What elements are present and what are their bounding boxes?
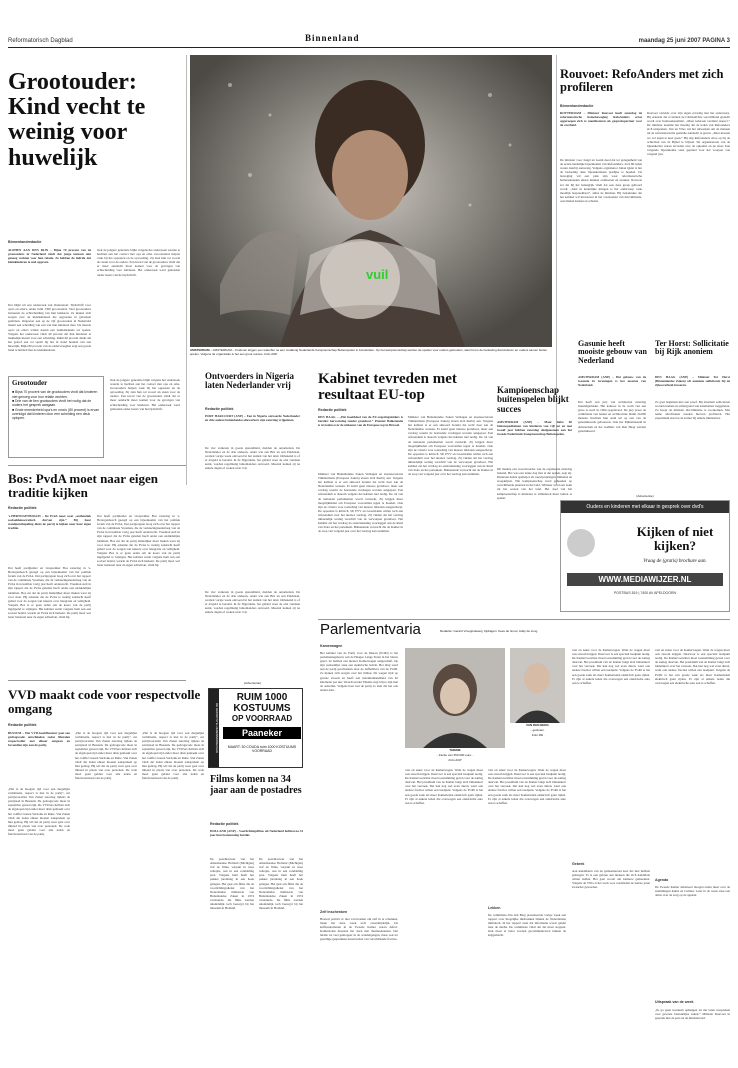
lead-gasunie: AMSTERDAM (ANP) – Het gebouw van de Gasunie in Groningen is het mooiste van Nederland.: [578, 375, 646, 388]
headline-bos: Bos: PvdA moet naar eigen traditie kijken: [8, 471, 158, 500]
headline-grootouder: Grootouder: Kind vecht te weinig voor huwelijk: [8, 69, 146, 171]
caption-vandenberg-name: VAN DEN BERG: [526, 723, 549, 727]
body-parlement-mid2: vast en zeker voor de Kamerwagen. Want de wagen moet ook stroom krijgen. Daarvoor is een speciaal laadpunt nodig. De Kamervoorzitter moet toestemming geven voor de aanleg daarvan. Het presidium van de Kamer buigt zich binnenkort over het verzoek. Dat kan nog wel even duren, want ook andere fracties willen een laadpunt. Volgens de PvdD is het een goede zaak als meer Kamerleden elektrisch gaan rijden. Er zijn al enkele leden die overwegen een elektrische auto aan te schaffen.: [488, 768, 566, 805]
section-rule: [8, 465, 186, 466]
body-films: De postdirecteur van het Amerikaanse Holland (Michigan) trof de films, verpakt in twee rolletjes, aan in een ronddeling post. Volgens hem heeft het pakket jarenlang in een hoek gelegen. Het gaat om films die de voorlichtingsdienst van het Nederlandse ministerie van Buitenlandse Zaken in 1974 verstuurde. De films werden uiteindelijk toch bezorgd bij het museum in Holland.: [210, 857, 254, 911]
portrait-vandenberg: [510, 648, 565, 723]
body-uitspraak: „Ik ga geen kostuum ophangen en me laten toespreken over gewone bestuurlijke zaken.” Minister Rouvoet in gesprek met de pers na de ministerraad.: [655, 1008, 730, 1021]
photo-caption: AMSTERDAM – AMSTERDAM – Kinderen krijgen een waterbui na een modderig Nederlands Kampioenschap Buitenspelen in Amsterdam. Op het kampioenschap werden de spellen voor ouders gehouden, want het is de bedoeling dat kinderen en ouders samen buiten spelen. Volgens de organisatie is het een groot succes. Foto ANP: [190, 348, 548, 356]
headline-kampioenschap: Kampioenschap buitenspelen blijkt succes: [497, 385, 569, 414]
lead-vvd: BUSSUM – Het VVD-hoofdbestuur gaat een gedragscode ontwikkelen zodat liberalen respectvoller met elkaar omgaan en bovendien zijn aan de partij.: [8, 731, 70, 748]
head-lekken: Lekken: [488, 906, 501, 910]
lead-rouvoet: ROTTERDAM – Minister Rouvoet heeft zaterdag de reformatorische homobeweging RefoAnders ertoe opgeroepen zich te manifesteren als gesprekspartner voor de overheid.: [560, 111, 642, 128]
body-kabinet: Minister van Buitenlandse Zaken Verhagen en staatssecretaris Timmermans (Europese Zaken) sloten zich hierbij aan. Volgens het kabinet is er een akkoord bereikt dat recht doet aan de Nederlandse wensen. Er komt geen nieuwe grondwet, maar een verdrag waarin de bestaande verdragen worden aangepast. Een referendum is daarom volgens het kabinet niet nodig. De rol van de nationale parlementen wordt versterkt. Zij krijgen meer mogelijkheden om Europese voorstellen tegen te houden. Ook zijn de criteria voor toetreding van nieuwe lidstaten aangescherpt. De oppositie is kritisch. SP, PVV en GroenLinks willen toch een referendum over het nieuwe verdrag. Zij vinden dat het verdrag inhoudelijk weinig verschilt van de verworpen grondwet. Het kabinet zal het verdrag na ondertekening voorleggen aan de Raad van State en het parlement. Balkenende verwacht dat de Kamer in de loop van volgend jaar over het verdrag kan stemmen.: [318, 472, 403, 534]
body-parlement-right: vast en zeker voor de Kamerwagen. Want de wagen moet ook stroom krijgen. Daarvoor is een speciaal laadpunt nodig. De Kamervoorzitter moet toestemming geven voor de aanleg daarvan. Het presidium van de Kamer buigt zich binnenkort over het verzoek. Dat kan nog wel even duren, want ook andere fracties willen een laadpunt. Volgens de PvdD is het een goede zaak als meer Kamerleden elektrisch gaan rijden. Er zijn al enkele leden die overwegen een elektrische auto aan te schaffen.: [572, 648, 650, 685]
factbox-item: ■ Grote meerderheid opa's en oma's (80 procent) is ervan overtuigd dat kinderen door een scheiding een deuk oplopen.: [12, 407, 100, 421]
body-bos: Dat heeft partijleider en vicepremier Bos zaterdag in 's-Hertogenbosch gezegd op een bijeenkomst van het politiek forum van de PvdA. Dat partijorgaan boog zich over het rapport van de commissie Vreeman, die de verkiezingsnederlaag van de PvdA in november vorig jaar heeft onderzocht. Vreeman stelt in zijn rapport dat de PvdA geleden heeft onder een onduidelijke identiteit. Bos zei dat de partij duidelijker moet maken waar zij voor staat. Hij erkende dat de PvdA te weinig aandacht heeft gehad voor de zorgen van kiezers over integratie en veiligheid. Volgens Bos is er geen reden om de koers van de partij ingrijpend te wijzigen. Het kabinet werkt volgens hem aan een sociaal beleid, waarin de PvdA zich herkent. De partij moet wel beter luisteren naar de eigen achterban, vindt hij.: [8, 566, 91, 620]
byline-rouvoet: Binnenlandredactie: [560, 104, 594, 108]
body2-kabinet: Minister van Buitenlandse Zaken Verhagen en staatssecretaris Timmermans (Europese Zaken) sloten zich hierbij aan. Volgens het kabinet is er een akkoord bereikt dat recht doet aan de Nederlandse wensen. Er komt geen nieuwe grondwet, maar een verdrag waarin de bestaande verdragen worden aangepast. Een referendum is daarom volgens het kabinet niet nodig. De rol van de nationale parlementen wordt versterkt. Zij krijgen meer mogelijkheden om Europese voorstellen tegen te houden. Ook zijn de criteria voor toetreding van nieuwe lidstaten aangescherpt. De oppositie is kritisch. SP, PVV en GroenLinks willen toch een referendum over het nieuwe verdrag. Zij vinden dat het verdrag inhoudelijk weinig verschilt van de verworpen grondwet. Het kabinet zal het verdrag na ondertekening voorleggen aan de Raad van State en het parlement. Balkenende verwacht dat de Kamer in de loop van volgend jaar over het verdrag kan stemmen.: [408, 415, 493, 477]
headline-films: Films komen na 34 jaar aan de postadres: [210, 774, 302, 796]
ad-top-text: Ouders en kinderen met elkaar in gesprek over dvd's: [561, 501, 729, 513]
kostuums-advertisement: [208, 688, 303, 768]
headline-rouvoet: Rouvoet: RefoAnders met zich profileren: [560, 67, 724, 95]
body-gebrek: Aan kandidaten van de gemeenteraad kost het niet hebben gekregen. Er is een gebrek aan mensen die zich kandidaat willen stellen. Het gaat vooral om kleinere gemeenten. Volgens de VNG is het werk voor raadsleden de laatste jaren zwaarder geworden.: [572, 869, 650, 890]
parlementvaria-credit: Redactie: Gerard Vroegindeweij, bijdragen: Kees de Groot, Addy de Jong: [440, 629, 538, 633]
section-rule: [8, 680, 186, 681]
body2-rouvoet: Rouvoet vertelde over zijn eigen ervaring met het onderwerp. Hij erkende dat er binnen de ChristenUnie verschillend gedacht wordt over homoseksualiteit. „Maar iedereen verdient respect.” De minister noemde het moedig dat de leden van RefoAnders zich uitspreken. Van de Vlies wil het uitwerken om de mensen uit de reformatorische gezindte aandacht te geven. „Daar moeten we vol tegen te keer gaan.” Hij riep RefoAnders ertoe op bij de achterban van de Bijbel te blijven. De organisatoren van de bijeenkomst waren tevreden over de opkomst en de sfeer. Een volgende bijeenkomst staat gepland voor het voorjaar van volgend jaar.: [647, 111, 730, 156]
ad-footer: POSTBUS 819 | 7400 AV APELDOORN: [613, 591, 677, 595]
photo-vandenberg: [510, 648, 565, 723]
ad-main-text: Kijken of niet kijken?: [636, 524, 714, 553]
head-zelf-inschenken: Zelf inschenken: [320, 910, 348, 914]
caption-thieme-name: THIEME: [449, 748, 461, 752]
body2-ontvoerders: De vier verkeren in goede gezondheid, melden de autoriteiten. De Nederlander en de drie anderen, onder wie een Brit en een Pakistaan, werden vorige week ontvoerd in het zuiden van het land. Onbekend is of er losgeld is betaald. In de Nigerdelta, het gebied waar de olie vandaan komt, worden regelmatig buitenlanders ontvoerd. Meestal komen zij na enkele dagen of weken weer vrij.: [205, 590, 300, 615]
ad-label: (Advertentie): [243, 681, 262, 685]
ad-line1: RUIM 1000: [236, 692, 288, 703]
body-zelf-inschenken: Hoewel politici er niet van houden om zelf in te schenken, bleek het deze week toch onvermijdelijk. De koffieautomaten in de Tweede Kamer waren defect. Kamerleden moesten het doen met thermoskannen. Dat leidde tot veel gemopper in de wandelgangen, maar ook tot gezellige gesprekken tussen leden van verschillende fracties.: [320, 917, 398, 942]
factbox-item: ■ Bijna 70 procent van de grootouders vindt dat kinderen niet genoeg voor hun relatie vechten.: [12, 390, 98, 399]
lead-bos: 's-HERTOGENBOSCH – De PvdA moet weer „authentiek sociaaldemocratisch durven zijn.” Bij haar standpuntbepaling dient de partij te kijken naar haar eigen traditie.: [8, 514, 91, 531]
byline-films: Redactie politiek: [210, 822, 239, 826]
byline-ontvoerders: Redactie politiek: [205, 407, 234, 411]
headline-vvd: VVD maakt code voor respectvolle omgang: [8, 687, 201, 716]
ad-url[interactable]: WWW.MEDIAWIJZER.NL: [567, 573, 723, 586]
body-terhorst: Ze gaat beginnen met een proef. Bij anoniem solliciteren worden namen en achtergrond van kandidaten weggelaten. Zo hoopt de minister discriminatie te voorkomen. Met name allochtonen zouden hiervan profiteren. Het experiment start na de zomer bij enkele ministeries.: [655, 400, 730, 421]
body-vvd: „Het is de hoogste tijd voor een dergelijke verbintenis, respect is niet in de partij”, zei partijvoorzitter Van Zanen zaterdag tijdens de partijraad in Bussum. De gedragscode moet in september gereed zijn. De VVD'ers hebben zich de afgelopen tijd onder meer druk gemaakt over het conflict tussen Verdonk en Rutte. Van Zanen vindt dat leden elkaar moeten aanspreken op hun gedrag. Hij wil dat de partij weer gaat over inhoud in plaats van over personen. De code moet gaan gelden voor alle leden en functionarissen van de partij.: [8, 787, 70, 837]
ad-label: (Advertentie): [636, 494, 654, 498]
section-rule: [318, 619, 730, 620]
body-ontvoerders: De vier verkeren in goede gezondheid, melden de autoriteiten. De Nederlander en de drie anderen, onder wie een Brit en een Pakistaan, werden vorige week ontvoerd in het zuiden van het land. Onbekend is of er losgeld is betaald. In de Nigerdelta, het gebied waar de olie vandaan komt, worden regelmatig buitenlanders ontvoerd. Meestal komen zij na enkele dagen of weken weer vrij.: [205, 446, 300, 471]
header-rule: [8, 47, 730, 48]
headline-kabinet: Kabinet tevreden met resultaat EU-top: [318, 371, 457, 403]
headline-gasunie: Gasunie heeft mooiste gebouw van Nederland: [578, 339, 647, 365]
photo-thieme: [405, 648, 505, 748]
ad-sub-text: Vraag de (gratis) brochure aan.: [643, 559, 707, 564]
body2-films: De postdirecteur van het Amerikaanse Holland (Michigan) trof de films, verpakt in twee rolletjes, aan in een ronddeling post. Volgens hem heeft het pakket jarenlang in een hoek gelegen. Het gaat om films die de voorlichtingsdienst van het Nederlandse ministerie van Buitenlandse Zaken in 1974 verstuurde. De films werden uiteindelijk toch bezorgd bij het museum in Holland.: [259, 857, 303, 911]
head-gebrek: Gebrek: [572, 862, 585, 866]
headline-ontvoerders: Ontvoerders in Nigeria laten Nederlander vrij: [205, 371, 294, 391]
lead-films: HOLLAND (ANP) – Voorlichtingsfilms uit Nederland hebben na 34 jaar hun bestemming bereikt.: [210, 829, 303, 838]
photo-banner-text: vuil: [366, 267, 389, 282]
body3-vvd: „Het is de hoogste tijd voor een dergelijke verbintenis, respect is niet in de partij”, zei partijvoorzitter Van Zanen zaterdag tijdens de partijraad in Bussum. De gedragscode moet in september gereed zijn. De VVD'ers hebben zich de afgelopen tijd onder meer druk gemaakt over het conflict tussen Verdonk en Rutte. Van Zanen vindt dat leden elkaar moeten aanspreken op hun gedrag. Hij wil dat de partij weer gaat over inhoud in plaats van over personen. De code moet gaan gelden voor alle leden en functionarissen van de partij.: [142, 731, 204, 781]
lead-grootouder: ALPHEN AAN DEN RIJN – Bijna 70 procent van de grootouders in Nederland vindt dat jonge mensen niet genoeg vechten voor hun relatie. Ze hebben de indruk dat kleinkinderen te snel opgeven.: [8, 248, 91, 265]
body-rouvoet: De minister voor Jeugd en Gezin deed dat ter gelegenheid van de eerste landelijke bijeenkomst van RefoAnders. Zo'n 80 leden waren daarbij aanwezig. Volgens organisator Johan Quist is het de bedoeling deze bijeenkomsten jaarlijks te houden. De beweging wil een plek zijn waar reformatorische homoseksuelen elkaar kunnen ontmoeten en steunen. Rouvoet zei dat hij het belangrijk vindt dat ook deze groep gehoord wordt. „Juist in kerkelijke kringen is het onderwerp vaak moeilijk bespreekbaar”, aldus de minister. Hij benadrukte dat het kabinet wil investeren in het voorkomen van discriminatie, ook binnen kerken en scholen.: [560, 158, 642, 203]
body2-vvd: „Het is de hoogste tijd voor een dergelijke verbintenis, respect is niet in de partij”, zei partijvoorzitter Van Zanen zaterdag tijdens de partijraad in Bussum. De gedragscode moet in september gereed zijn. De VVD'ers hebben zich de afgelopen tijd onder meer druk gemaakt over het conflict tussen Verdonk en Rutte. Van Zanen vindt dat leden elkaar moeten aanspreken op hun gedrag. Hij wil dat de partij weer gaat over inhoud in plaats van over personen. De code moet gaan gelden voor alle leden en functionarissen van de partij.: [75, 731, 137, 781]
byline-vvd: Redactie politiek: [8, 723, 37, 727]
ad-line3: OP VOORRAAD: [231, 714, 293, 723]
dvd-icon: [567, 529, 595, 557]
byline-kabinet: Redactie politiek: [318, 408, 347, 412]
credit-vandenberg: Foto RD: [531, 733, 544, 737]
byline-bos: Redactie politiek: [8, 506, 37, 510]
body3-grootouder: Ook de jongere generatie blijkt volgens het onderzoek waarde te hechten aan het contact met opa en oma. Grootouders helpen vaak bij het oppassen en de opvoeding. Zij zien hun rol vooral als steun voor de ouders. Een kwart van de grootouders vindt dat er meer aandacht moet komen voor de gevolgen van echtscheiding voor kinderen. Het onderzoek werd gehouden onder lezers van het tijdschrift.: [110, 378, 180, 411]
ad-note: MAART: 30 COUDA ruim 1000 KOSTUUMS VOORRAAD: [227, 745, 297, 753]
parlementvaria-title: Parlementvaria: [320, 621, 421, 638]
caption-vandenberg: ...gesloten.: [530, 728, 545, 732]
main-photo: [190, 55, 552, 347]
factbox-title: Grootouder: [12, 379, 48, 387]
body-grootouder: Dat blijkt uit een onderzoek van Ouderen.nl. Tijdschrift voor opa's en oma's, onder ruim 1300 grootouders. Veel grootouders betreuren de echtscheiding van hun kinderen. Ze maken zich zorgen over de kleinkinderen die opgroeien in gebroken gezinnen. Ongeveer een op de vijf grootouders in Nederland maakt een scheiding van een van hun kinderen mee. De meeste opa's en oma's willen daarin een bemiddelende rol spelen. Volgens het onderzoek vindt 40 procent dat hun kinderen te makkelijk kiezen voor een scheiding. Ruim 60 procent denkt dat het geloof een rol speelt bij het in stand houden van een huwelijk. Bijna 80 procent van de ondervraagden zegt een goede band te hebben met de kleinkinderen.: [8, 303, 91, 353]
factbox-item: ■ Drie van de tien grootouders vindt het nodig dat de ouders het gesprek aangaan.: [12, 398, 92, 408]
head-kamerwagen: Kamerwagen: [320, 644, 343, 648]
kijken-advertisement: [560, 500, 730, 612]
body-gasunie: Dat heeft een jury van architecten zaterdag bekendgemaakt. Het kantoor in de vorm van een grote A werd in 1994 opgeleverd. De jury prees de combinatie van natuur en architectuur. Ruim 24.000 mensen brachten hun stem uit op een van de genomineerde gebouwen. Ook het Rijksmuseum in Amsterdam en het stadhuis van Den Haag werden genomineerd.: [578, 400, 646, 433]
grootouder-factbox: [8, 376, 104, 458]
headline-terhorst: Ter Horst: Sollicitatie bij Rijk anoniem: [655, 339, 729, 357]
body-agenda: De Tweede Kamer debatteert morgen onder meer over de stemmingen Kunst en Cultuur. Later in de week staat een debat over de zorg op de agenda.: [655, 885, 730, 898]
head-agenda: Agenda: [655, 878, 669, 882]
lead-ontvoerders: PORT HARCOURT (ANP) – Een in Nigeria ontvoerde Nederlander en drie andere buitenlandse oliewerkers zijn zaterdag vrijgelaten.: [205, 414, 300, 423]
lead-terhorst: DEN HAAG (ANP) – Minister Ter Horst (Binnenlandse Zaken) wil anoniem solliciteren bij de rijksoverheid invoeren.: [655, 375, 730, 388]
lead-kabinet: DEN HAAG – „Het hoofddoel van de EU-regeringsleiders is bereikt: hervorming zonder grondwet.” Premier Balkenende is tevreden over de uitkomst van de Europese top in Brussel.: [318, 415, 403, 428]
portrait-thieme: [405, 648, 505, 748]
body-kampioenschap: Dit maakte een woordvoerder van de organisatie zaterdag bekend. Het was een leuke dag met al die spelen, zegt zij. Kinderen deden spelletjes als touwtjespringen, hinkelen en stoepkrijten. Het kampioenschap werd gehouden op verschillende plaatsen in het land. Winnaar werd een team uit het oosten van het land. Het doel van het kampioenschap is kinderen te stimuleren meer buiten te spelen.: [497, 467, 572, 500]
body-parlement-mid: vast en zeker voor de Kamerwagen. Want de wagen moet ook stroom krijgen. Daarvoor is een speciaal laadpunt nodig. De Kamervoorzitter moet toestemming geven voor de aanleg daarvan. Het presidium van de Kamer buigt zich binnenkort over het verzoek. Dat kan nog wel even duren, want ook andere fracties willen een laadpunt. Volgens de PvdD is het een goede zaak als meer Kamerleden elektrisch gaan rijden. Er zijn al enkele leden die overwegen een elektrische auto aan te schaffen.: [405, 768, 483, 805]
body-lekken: De commissie-Van den Berg presenteerde vorige week een rapport over mogelijke misbruiken binnen de Nederlandse militairen. In het rapport staat dat informatie wordt gelekt naar de media. De commissie vindt dat dat moet stoppen. Ook moet er beter worden gecommuniceerd binnen de krijgsmacht.: [488, 913, 566, 938]
ad-line2: KOSTUUMS: [233, 703, 291, 714]
ad-side-text: DE GROOTSTE HERENMODEZAAK: [209, 689, 219, 767]
body2-bos: Dat heeft partijleider en vicepremier Bos zaterdag in 's-Hertogenbosch gezegd op een bijeenkomst van het politiek forum van de PvdA. Dat partijorgaan boog zich over het rapport van de commissie Vreeman, die de verkiezingsnederlaag van de PvdA in november vorig jaar heeft onderzocht. Vreeman stelt in zijn rapport dat de PvdA geleden heeft onder een onduidelijke identiteit. Bos zei dat de partij duidelijker moet maken waar zij voor staat. Hij erkende dat de PvdA te weinig aandacht heeft gehad voor de zorgen van kiezers over integratie en veiligheid. Volgens Bos is er geen reden om de koers van de partij ingrijpend te wijzigen. Het kabinet werkt volgens hem aan een sociaal beleid, waarin de PvdA zich herkent. De partij moet wel beter luisteren naar de eigen achterban, vindt hij.: [97, 514, 180, 568]
column-separator: [186, 55, 187, 485]
lead-kampioenschap: AMSTERDAM (ANP) – Maar liefst 60 buitenspeeltuinen van kinderen van vijf tot en met twaalf jaar hebben zaterdag deelgenomen aan het tweede Nederlands Kampioenschap Buitenspelen.: [497, 420, 572, 437]
body2-grootouder: Ook de jongere generatie blijkt volgens het onderzoek waarde te hechten aan het contact met opa en oma. Grootouders helpen vaak bij het oppassen en de opvoeding. Zij zien hun rol vooral als steun voor de ouders. Een kwart van de grootouders vindt dat er meer aandacht moet komen voor de gevolgen van echtscheiding voor kinderen. Het onderzoek werd gehouden onder lezers van het tijdschrift.: [97, 248, 180, 277]
photo-illustration: [190, 55, 552, 347]
page-date: maandag 25 juni 2007 PAGINA 3: [638, 38, 730, 44]
ad-brand: Paaneker: [223, 727, 301, 739]
caption-thieme: ...fractie van 250.000 euro...: [436, 753, 474, 757]
body-kamerwagen: Het kabinet van de Partij voor de Dieren (PvdD) is het parlementsgebouw aan de Haagse Lange Poten in het blauw gezet. Ze hebben een nieuwe Kamerwagen aangeschaft. Op zijn wensenlijst staat een elektrische bolide. Het ding werd aan de partij geschonken door de liefhebbers van de PvdD. Ze maken zich zorgen over het milieu. De wagen rijdt op groene stroom en heeft een maximumsnelheid van 40 kilometer per uur. Woordvoerder Thieme zegt blij te zijn met de aanwinst. Volgens haar laat de partij zo zien dat het ook anders kan.: [320, 651, 398, 692]
credit-thieme: Foto ANP: [448, 758, 462, 762]
head-uitspraak: Uitspraak van de week: [655, 1000, 694, 1004]
section-title: Binnenland: [305, 33, 360, 43]
newspaper-name: Reformatorisch Dagblad: [8, 38, 73, 44]
body-parlement-far: vast en zeker voor de Kamerwagen. Want de wagen moet ook stroom krijgen. Daarvoor is een speciaal laadpunt nodig. De Kamervoorzitter moet toestemming geven voor de aanleg daarvan. Het presidium van de Kamer buigt zich binnenkort over het verzoek. Dat kan nog wel even duren, want ook andere fracties willen een laadpunt. Volgens de PvdD is het een goede zaak als meer Kamerleden elektrisch gaan rijden. Er zijn al enkele leden die overwegen een elektrische auto aan te schaffen.: [655, 648, 730, 685]
byline-grootouder: Binnenlandredactie: [8, 240, 42, 244]
